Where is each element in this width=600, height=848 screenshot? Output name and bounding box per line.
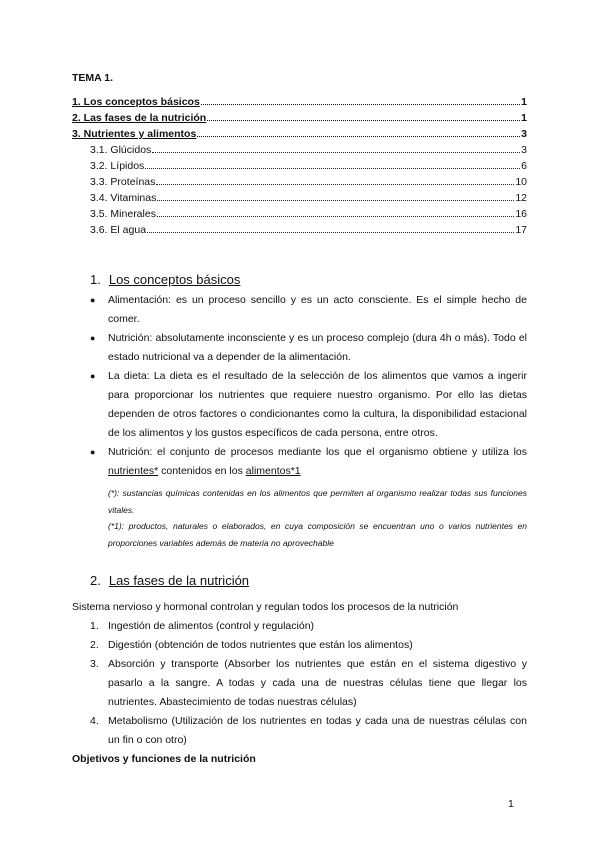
section-1-heading [90, 272, 240, 287]
list-item-text: Nutrición: absolutamente inconsciente y es un proceso complejo (dura 4h o más). Todo el estado nutricional va a depender de la alimentación. [108, 332, 527, 363]
toc-entry-page: 3 [521, 128, 527, 140]
toc-entry-page: 16 [515, 208, 527, 220]
toc-entry[interactable] [90, 142, 527, 157]
toc-leader-dots [156, 174, 514, 185]
list-item-number: 3. [90, 658, 99, 670]
toc-entry-label: 3.3. Proteínas [90, 176, 156, 188]
toc-leader-dots [145, 158, 520, 169]
toc-entry-label: 2. Las fases de la nutrición [72, 112, 207, 124]
toc-entry-page: 6 [521, 160, 527, 172]
toc-entry-page: 3 [521, 144, 527, 156]
toc-entry-label: 3.2. Lípidos [90, 160, 145, 172]
toc-leader-dots [201, 94, 520, 105]
list-item-number: 4. [90, 715, 99, 727]
toc-entry-label: 3.1. Glúcidos [90, 144, 152, 156]
toc-leader-dots [207, 110, 520, 121]
toc-entry-label: 3.6. El agua [90, 224, 147, 236]
toc-leader-dots [157, 190, 514, 201]
toc-leader-dots [152, 142, 520, 153]
list-item [90, 617, 527, 636]
list-item-text: Digestión (obtención de todos nutrientes que están los alimentos) [108, 639, 413, 651]
list-item [90, 367, 527, 443]
toc-entry-page: 12 [515, 192, 527, 204]
list-item-text: contenidos en los [158, 465, 246, 477]
page-number: 1 [508, 798, 514, 810]
list-item-text: La dieta: La dieta es el resultado de la selección de los alimentos que vamos a ingerir para proporcionar los nutrientes que requiere nuestro organismo. Por ello las dietas dependen de otros factores o condicionantes como la cultura, la disponibilidad estacional de los alimentos y los gustos específicos de cada persona, entre otros. [108, 370, 527, 439]
toc-entry-label: 3.5. Minerales [90, 208, 156, 220]
list-item-number: 2. [90, 639, 99, 651]
toc-entry-label: 1. Los conceptos básicos [72, 96, 200, 108]
toc-entry-page: 1 [521, 96, 527, 108]
toc-leader-dots [147, 222, 514, 233]
toc-entry-page: 10 [515, 176, 527, 188]
toc-title: TEMA 1. [72, 72, 114, 84]
list-item-text: Ingestión de alimentos (control y regulación) [108, 620, 315, 632]
bullet-icon: ● [90, 295, 96, 305]
toc-entry-label: 3. Nutrientes y alimentos [72, 128, 197, 140]
list-item [90, 443, 527, 481]
footnote-nutrientes: (*): sustancias químicas contenidas en los alimentos que permiten al organismo realizar todas sus funciones vitales. [108, 488, 527, 515]
toc-entry[interactable] [90, 174, 527, 189]
list-item [90, 712, 527, 750]
bullet-icon: ● [90, 447, 96, 457]
bullet-icon: ● [90, 333, 96, 343]
section-number: 1. [90, 272, 101, 287]
section-2-intro: Sistema nervioso y hormonal controlan y regulan todos los procesos de la nutrición [72, 601, 459, 613]
list-item [90, 329, 527, 367]
alimentos-footnote-link[interactable]: alimentos*1 [245, 465, 301, 477]
list-item-text: Absorción y transporte (Absorber los nutrientes que están en el sistema digestivo y pasarlo a la sangre. A todas y cada una de nuestras células tiene que llegar los nutrientes. Abastecimiento de todas nuestras células) [108, 658, 527, 708]
list-item-number: 1. [90, 620, 99, 632]
list-item-text: Alimentación: es un proceso sencillo y es un acto consciente. Es el simple hecho de comer. [108, 294, 527, 325]
toc-entry-label: 3.4. Vitaminas [90, 192, 157, 204]
section-2-heading [90, 573, 249, 588]
toc-entry[interactable] [72, 94, 527, 109]
footnote-alimentos: (*1): productos, naturales o elaborados, en cuya composición se encuentran uno o varios nutrientes en proporciones variables además de materia no aprovechable [108, 521, 527, 548]
toc-entry[interactable] [90, 190, 527, 205]
toc-entry[interactable] [90, 222, 527, 237]
list-item-text: Nutrición: el conjunto de procesos mediante los que el organismo obtiene y utiliza los [108, 446, 527, 458]
section-number: 2. [90, 573, 101, 588]
section-title: Las fases de la nutrición [108, 573, 250, 588]
list-item [90, 291, 527, 329]
toc-entry-page: 17 [515, 224, 527, 236]
toc-entry[interactable] [90, 158, 527, 173]
subsection-heading: Objetivos y funciones de la nutrición [72, 753, 256, 765]
toc-entry[interactable] [90, 206, 527, 221]
toc-leader-dots [157, 206, 514, 217]
list-item [90, 636, 527, 655]
bullet-icon: ● [90, 371, 96, 381]
nutrition-phases-list [90, 617, 527, 750]
nutrientes-footnote-link[interactable]: nutrientes* [108, 465, 159, 477]
list-item [90, 655, 527, 712]
toc-leader-dots [197, 126, 520, 137]
toc-entry[interactable] [72, 110, 527, 125]
section-title: Los conceptos básicos [108, 272, 241, 287]
toc-entry-page: 1 [521, 112, 527, 124]
concepts-bullet-list [90, 291, 527, 481]
toc-entry[interactable] [72, 126, 527, 141]
list-item-text: Metabolismo (Utilización de los nutrientes en todas y cada una de nuestras células con un fin o con otro) [108, 715, 527, 746]
